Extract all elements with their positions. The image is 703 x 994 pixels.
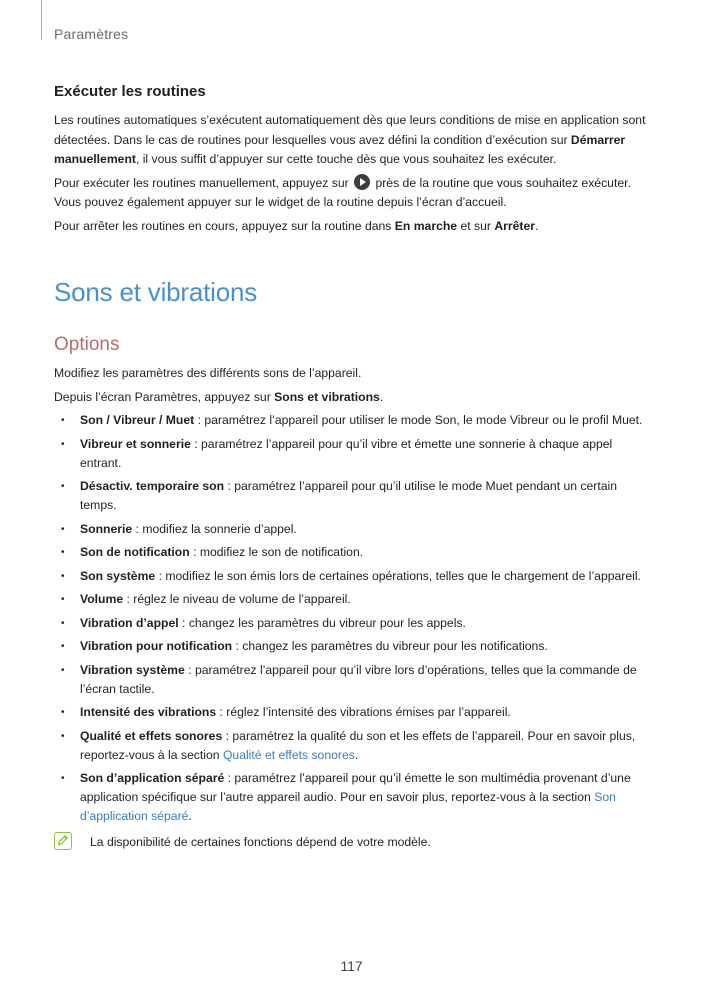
options-intro-1: Modifiez les paramètres des différents sons de l’appareil. (54, 366, 362, 380)
note-pencil-icon (54, 832, 72, 850)
routines-paragraph-1: Les routines automatiques s’exécutent automatiquement dès que leurs conditions de mise en application sont détectées. Dans le cas de routines pour lesquelles vous avez défini la condition d’exécution sur Démarrer manuellement, il vous suffit d’appuyer sur cette touche dès que vous souhaitez les exécuter. (54, 113, 646, 166)
list-item: • Volume : réglez le niveau de volume de l’appareil. (54, 590, 654, 609)
note (54, 832, 654, 852)
note-text: La disponibilité de certaines fonctions dépend de votre modèle. (90, 835, 431, 849)
list-item: • Son système : modifiez le son émis lors de certaines opérations, telles que le chargement de l’appareil. (54, 567, 654, 586)
link-quality-sound-effects[interactable]: Qualité et effets sonores (222, 747, 355, 762)
list-item: • Qualité et effets sonores : paramétrez la qualité du son et les effets de l’appareil. Pour en savoir plus, reportez-vous à la section Qualité et effets sonores. (54, 727, 654, 765)
list-item: • Son d’application séparé : paramétrez l’appareil pour qu’il émette le son multimédia provenant d’une application spécifique sur l’autre appareil audio. Pour en savoir plus, reportez-vous à la section Son d’application séparé. (54, 769, 654, 826)
list-item: • Désactiv. temporaire son : paramétrez l’appareil pour qu’il utilise le mode Muet pendant un certain temps. (54, 477, 654, 515)
routines-paragraph-3: Pour arrêter les routines en cours, appuyez sur la routine dans En marche et sur Arrêter. (54, 218, 539, 233)
routines-heading: Exécuter les routines (54, 83, 206, 100)
page-number: 117 (340, 958, 363, 974)
list-item: • Sonnerie : modifiez la sonnerie d’appel. (54, 520, 654, 539)
list-item: • Son de notification : modifiez le son de notification. (54, 543, 654, 562)
list-item: • Vibration pour notification : changez les paramètres du vibreur pour les notifications. (54, 637, 654, 656)
link-separate-app-sound[interactable]: Son d’application séparé (80, 790, 616, 823)
page-header: Paramètres (54, 26, 129, 42)
list-item: • Vibreur et sonnerie : paramétrez l’appareil pour qu’il vibre et émette une sonnerie à chaque appel entrant. (54, 435, 654, 473)
list-item: • Son / Vibreur / Muet : paramétrez l’appareil pour utiliser le mode Son, le mode Vibreur ou le profil Muet. (54, 411, 654, 430)
play-icon (354, 174, 370, 190)
options-list (54, 411, 654, 826)
section-title: Sons et vibrations (54, 277, 258, 307)
list-item: • Vibration système : paramétrez l’appareil pour qu’il vibre lors d’opérations, telles que la commande de l’écran tactile. (54, 661, 654, 699)
routines-paragraph-2: Pour exécuter les routines manuellement, appuyez sur près de la routine que vous souhaitez exécuter. Vous pouvez également appuyer sur le widget de la routine depuis l’écran d’accueil. (54, 175, 631, 209)
options-heading: Options (54, 334, 120, 355)
page-content (54, 82, 654, 852)
margin-line (41, 0, 42, 40)
list-item: • Intensité des vibrations : réglez l’intensité des vibrations émises par l’appareil. (54, 703, 654, 722)
list-item: • Vibration d’appel : changez les paramètres du vibreur pour les appels. (54, 614, 654, 633)
options-intro-2: Depuis l’écran Paramètres, appuyez sur Sons et vibrations. (54, 389, 384, 404)
